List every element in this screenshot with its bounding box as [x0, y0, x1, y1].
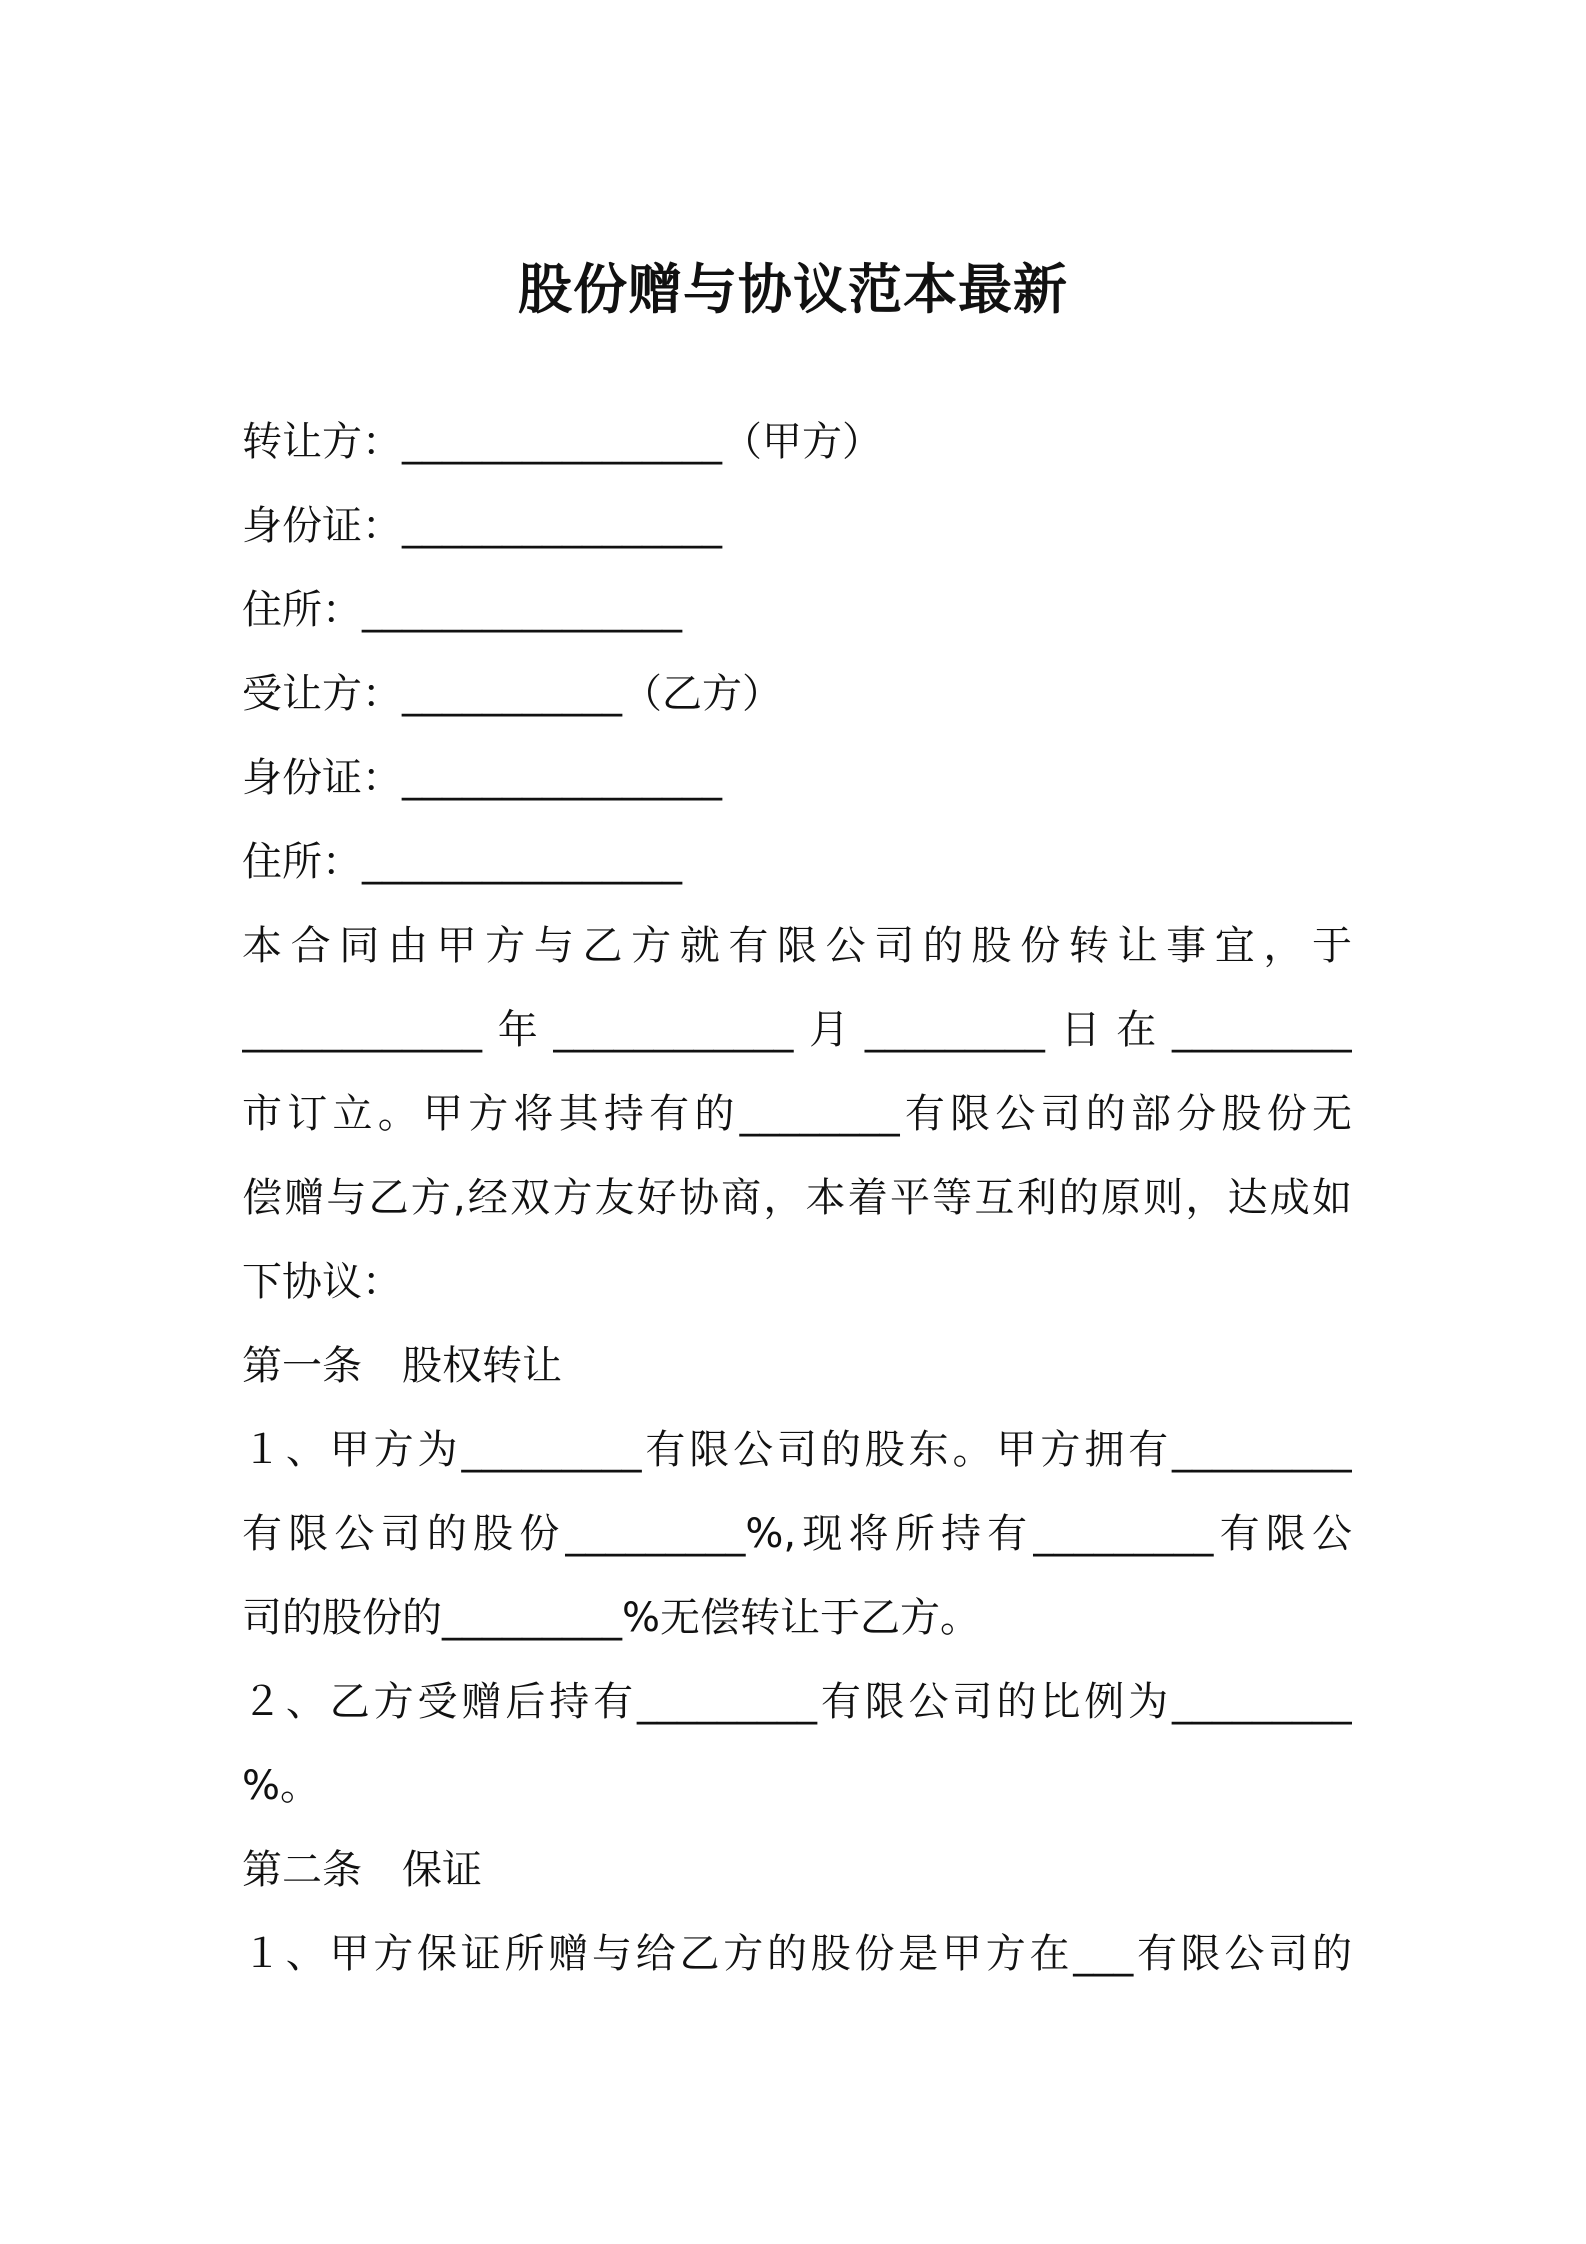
article-heading-1: 第一条 股权转让 [242, 1343, 562, 1389]
transferee-line: 受让方：___________（乙方） [242, 671, 782, 717]
article-1-clause-1-line: 有限公司的股份_________%,现将所持有_________有限公 [242, 1511, 1352, 1557]
article-heading-2: 第二条 保证 [242, 1847, 482, 1893]
transferor-id-line: 身份证：________________ [242, 503, 722, 549]
transferor-address-line: 住所：________________ [242, 587, 682, 633]
article-1-clause-2-line: %。 [242, 1763, 321, 1809]
body-paragraph-line: 下协议： [242, 1259, 402, 1305]
article-1-clause-1-line: 司的股份的_________%无偿转让于乙方。 [242, 1595, 981, 1641]
body-paragraph-line: 本合同由甲方与乙方就有限公司的股份转让事宜，于 [242, 923, 1352, 969]
body-paragraph-line: 偿赠与乙方,经双方友好协商，本着平等互利的原则，达成如 [242, 1175, 1352, 1221]
document-title: 股份赠与协议范本最新 [518, 258, 1068, 321]
article-2-clause-1-line: １、甲方保证所赠与给乙方的股份是甲方在___有限公司的 [242, 1931, 1352, 1977]
transferee-address-line: 住所：________________ [242, 839, 682, 885]
body-paragraph-line: ____________年____________月_________日在_________ [242, 1007, 1352, 1053]
body-paragraph-line: 市订立。甲方将其持有的________有限公司的部分股份无 [242, 1091, 1352, 1137]
article-1-clause-2-line: ２、乙方受赠后持有_________有限公司的比例为_________ [242, 1679, 1352, 1725]
transferor-line: 转让方：________________（甲方） [242, 419, 882, 465]
transferee-id-line: 身份证：________________ [242, 755, 722, 801]
article-1-clause-1-line: １、甲方为_________有限公司的股东。甲方拥有_________ [242, 1427, 1352, 1473]
